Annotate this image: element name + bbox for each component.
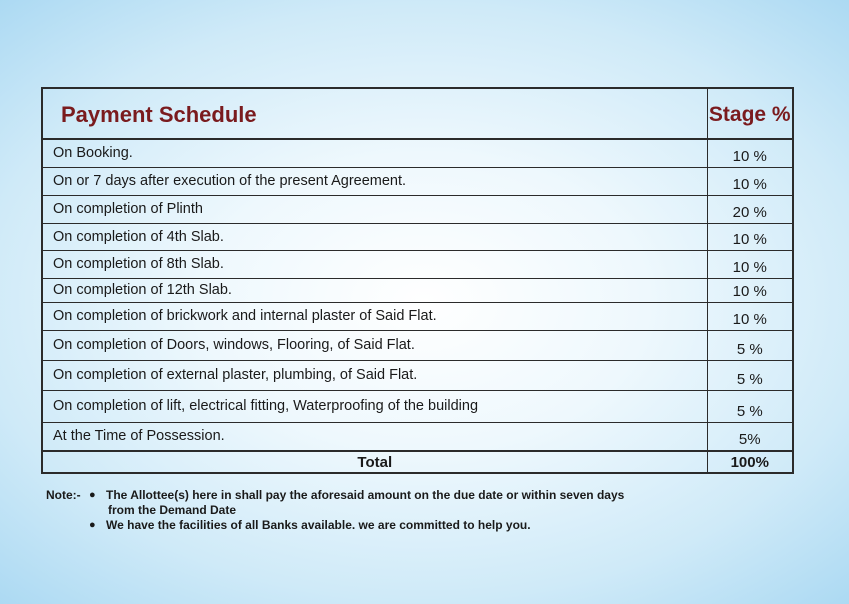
row-stage: 5 % — [707, 360, 793, 390]
row-description: On completion of Plinth — [42, 195, 707, 223]
total-label: Total — [42, 451, 707, 473]
row-stage: 5 % — [707, 390, 793, 422]
note-line — [46, 488, 746, 503]
table-row — [42, 330, 793, 360]
table-row — [42, 390, 793, 422]
row-stage: 10 % — [707, 278, 793, 302]
note-line — [46, 503, 746, 518]
row-stage: 10 % — [707, 223, 793, 250]
total-value: 100% — [707, 451, 793, 473]
row-description: At the Time of Possession. — [42, 422, 707, 451]
bullet-icon: ● — [89, 489, 96, 501]
row-stage: 5 % — [707, 330, 793, 360]
table-row — [42, 250, 793, 278]
table-header-row — [42, 88, 793, 139]
table-row — [42, 139, 793, 167]
note-item: We have the facilities of all Banks available. we are committed to help you. — [106, 518, 531, 532]
row-description: On completion of Doors, windows, Flooring, of Said Flat. — [42, 330, 707, 360]
payment-schedule-table-wrap — [41, 87, 792, 474]
table-row — [42, 195, 793, 223]
table-row — [42, 167, 793, 195]
bullet-icon: ● — [89, 519, 96, 531]
row-stage: 10 % — [707, 167, 793, 195]
note-line — [46, 518, 746, 533]
table-row — [42, 302, 793, 330]
table-title: Payment Schedule — [42, 88, 707, 139]
row-description: On Booking. — [42, 139, 707, 167]
table-row — [42, 223, 793, 250]
notes-section — [46, 488, 746, 533]
note-label: Note:- — [46, 488, 81, 502]
note-item: The Allottee(s) here in shall pay the aforesaid amount on the due date or within seven days — [106, 488, 625, 502]
stage-header: Stage % — [707, 88, 793, 139]
row-stage: 5% — [707, 422, 793, 451]
row-description: On completion of 12th Slab. — [42, 278, 707, 302]
row-description: On completion of external plaster, plumbing, of Said Flat. — [42, 360, 707, 390]
note-item-continuation: from the Demand Date — [108, 503, 237, 517]
table-row — [42, 360, 793, 390]
row-stage: 10 % — [707, 139, 793, 167]
table-row — [42, 422, 793, 451]
row-description: On completion of 4th Slab. — [42, 223, 707, 250]
row-stage: 20 % — [707, 195, 793, 223]
payment-schedule-table — [41, 87, 794, 474]
table-row — [42, 278, 793, 302]
total-row — [42, 451, 793, 473]
row-stage: 10 % — [707, 302, 793, 330]
row-description: On completion of brickwork and internal plaster of Said Flat. — [42, 302, 707, 330]
row-description: On completion of lift, electrical fitting, Waterproofing of the building — [42, 390, 707, 422]
row-description: On or 7 days after execution of the present Agreement. — [42, 167, 707, 195]
row-description: On completion of 8th Slab. — [42, 250, 707, 278]
row-stage: 10 % — [707, 250, 793, 278]
